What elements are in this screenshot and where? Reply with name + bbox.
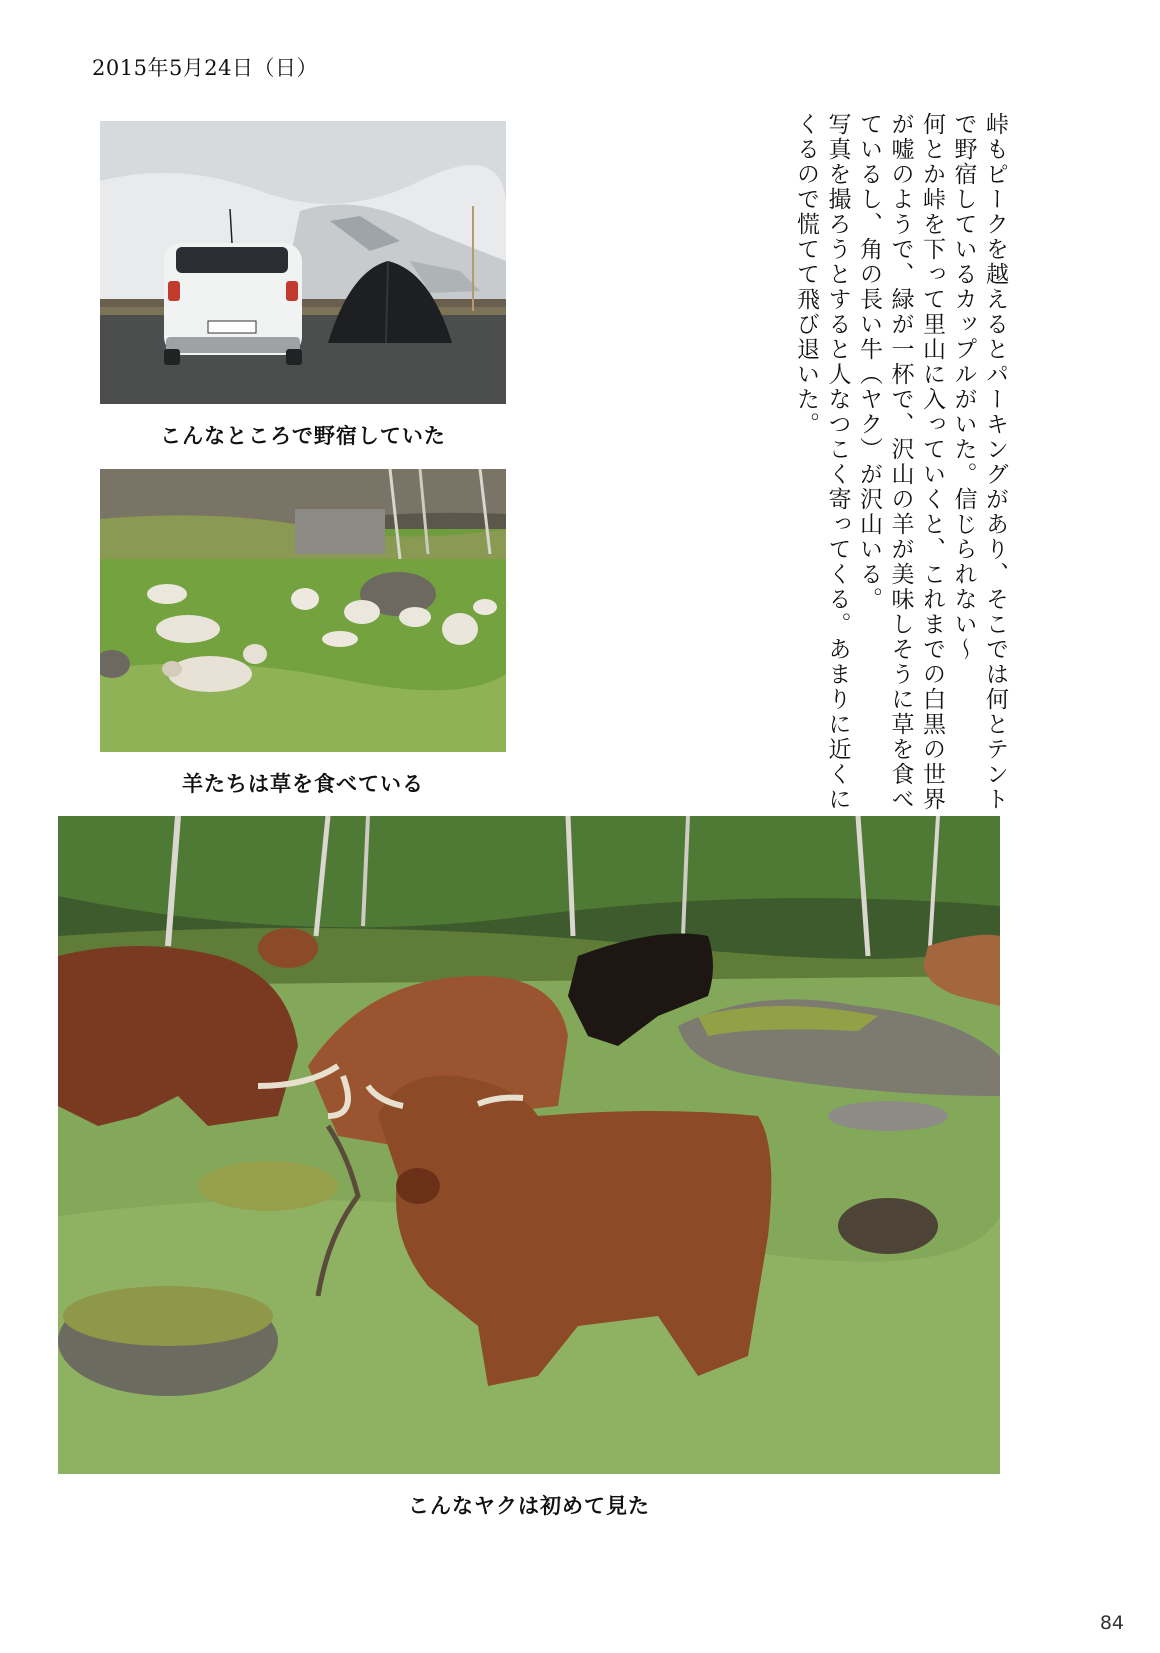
caption-photo-1: こんなところで野宿していた bbox=[160, 424, 446, 448]
body-text bbox=[790, 112, 1011, 812]
paragraph-2: 何とか峠を下って里山に入っていくと、これまでの白黒の世界が嘘のようで、緑が一杯で、沢山の羊が美味しそうに草を食べているし、角の長い牛（ヤク）が沢山いる。 bbox=[856, 112, 945, 812]
caption-photo-2: 羊たちは草を食べている bbox=[182, 772, 424, 796]
photo-sheep bbox=[100, 469, 506, 752]
photo-car-tent bbox=[100, 121, 506, 404]
caption-photo-3: こんなヤクは初めて見た bbox=[408, 1494, 650, 1518]
page-number: 84 bbox=[1099, 1612, 1124, 1634]
paragraph-3: 写真を撮ろうとすると人なつこく寄ってくる。あまりに近くにくるので慌てて飛び退いた。 bbox=[793, 112, 851, 812]
paragraph-1: 峠もピークを越えるとパーキングがあり、そこでは何とテントで野宿しているカップルがいた。信じられない～ bbox=[950, 112, 1008, 812]
photo-highland-cattle bbox=[58, 816, 1000, 1474]
date-heading: 2015年5月24日（日） bbox=[92, 56, 319, 80]
